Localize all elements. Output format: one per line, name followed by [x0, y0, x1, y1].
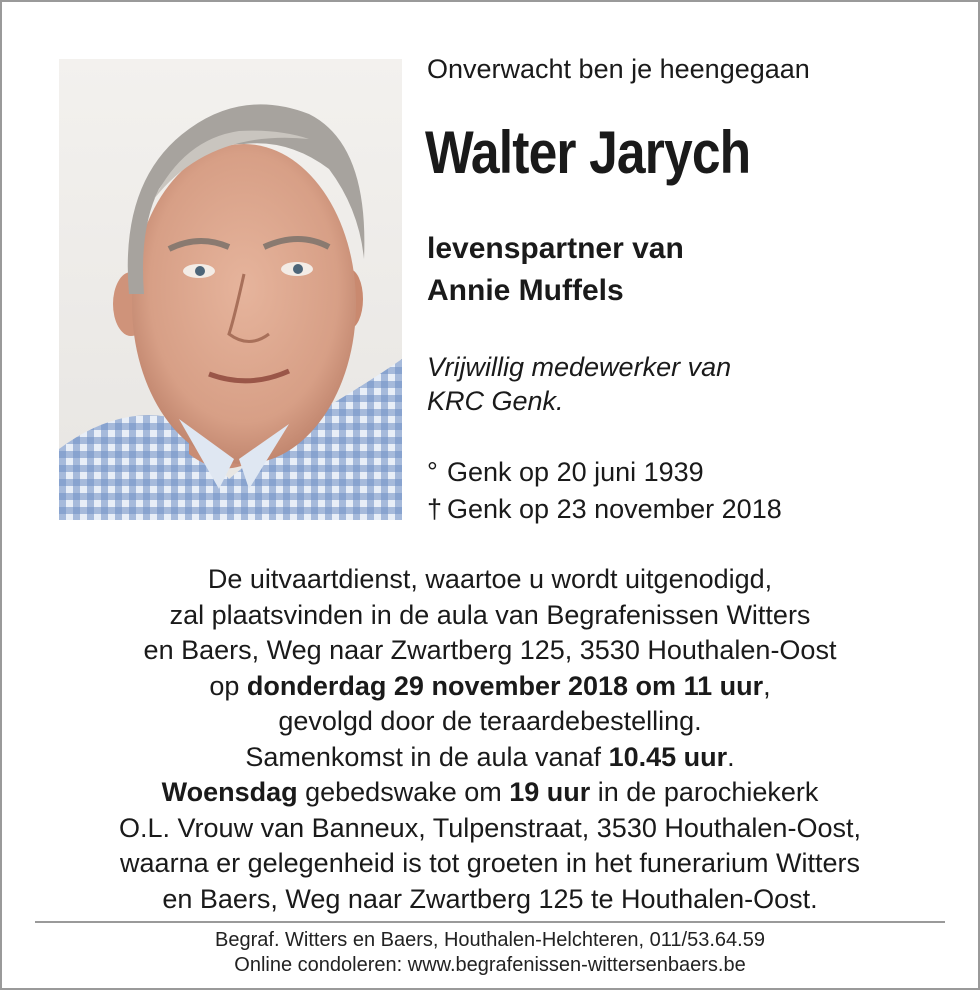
portrait-photo [59, 59, 402, 520]
death-line [427, 491, 782, 528]
service-line [20, 775, 960, 811]
dates-block [427, 454, 782, 528]
service-date-bold: donderdag 29 november 2018 om 11 uur [246, 670, 764, 701]
service-announcement [20, 562, 960, 917]
service-text: in de parochiekerk [590, 777, 819, 807]
service-line: O.L. Vrouw van Banneux, Tulpenstraat, 3530 Houthalen-Oost, [119, 812, 861, 843]
service-line [20, 669, 960, 705]
role-block [427, 350, 731, 418]
online-condolence: Online condoleren: www.begrafenissen-wittersenbaers.be [234, 954, 746, 976]
birth-line [427, 454, 782, 491]
role-line-1: Vrijwillig medewerker van [427, 352, 732, 382]
vigil-time-bold: 19 uur [509, 777, 591, 807]
vigil-day-bold: Woensdag [161, 777, 298, 807]
partner-name: Annie Muffels [427, 274, 624, 307]
service-line: en Baers, Weg naar Zwartberg 125 te Houthalen-Oost. [162, 883, 818, 914]
birth-symbol: ° [427, 457, 438, 487]
birth-text: Genk op 20 juni 1939 [447, 457, 704, 487]
service-line [20, 740, 960, 776]
death-text: Genk op 23 november 2018 [447, 494, 782, 524]
service-line: zal plaatsvinden in de aula van Begrafenissen Witters [169, 599, 811, 630]
partner-block [427, 228, 684, 312]
service-text: gebedswake om [297, 777, 510, 807]
cross-icon: † [427, 494, 443, 524]
service-text: , [763, 670, 771, 701]
footer [20, 928, 960, 978]
funeral-home-contact: Begraf. Witters en Baers, Houthalen-Helchteren, 011/53.64.59 [215, 929, 765, 951]
service-line: De uitvaartdienst, waartoe u wordt uitgenodigd, [207, 564, 773, 594]
intro-text: Onverwacht ben je heengegaan [427, 54, 810, 84]
service-line: waarna er gelegenheid is tot groeten in het funerarium Witters [120, 848, 860, 878]
service-line: gevolgd door de teraardebestelling. [278, 706, 702, 736]
service-text: . [727, 741, 735, 772]
footer-divider [35, 921, 945, 923]
partner-label: levenspartner van [427, 232, 684, 265]
service-line: en Baers, Weg naar Zwartberg 125, 3530 Houthalen-Oost [143, 635, 837, 665]
deceased-name: Walter Jarych [425, 119, 751, 186]
service-text: Samenkomst in de aula vanaf [245, 741, 609, 772]
role-line-2: KRC Genk. [427, 386, 564, 416]
service-text: op [209, 670, 247, 701]
gathering-time-bold: 10.45 uur [608, 741, 728, 772]
